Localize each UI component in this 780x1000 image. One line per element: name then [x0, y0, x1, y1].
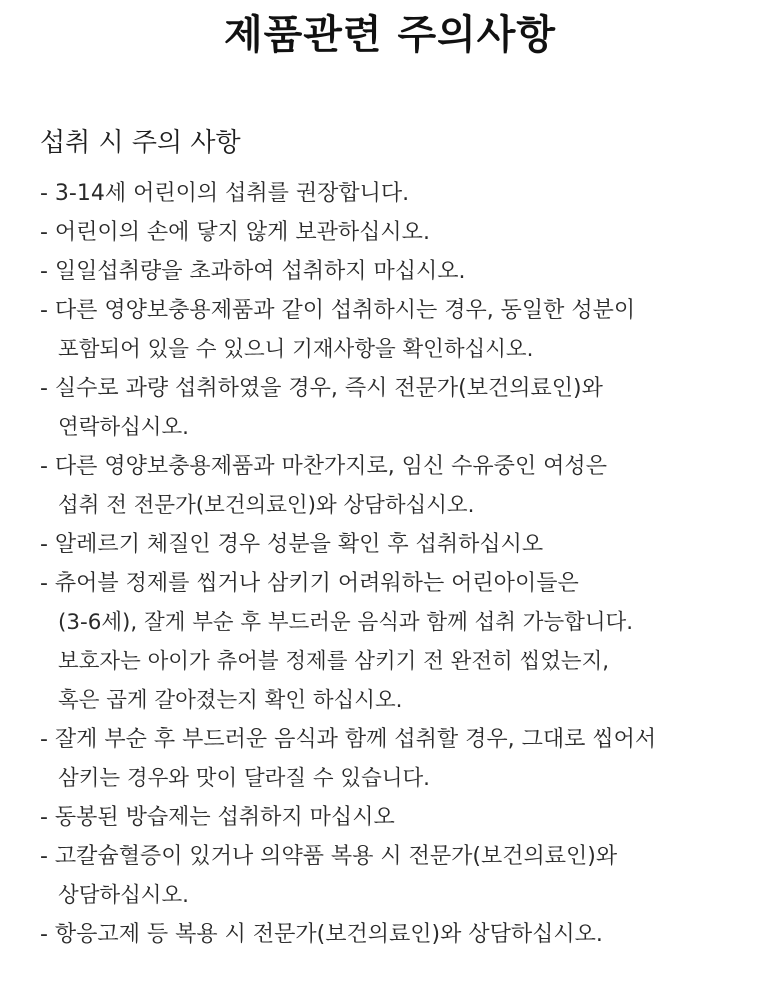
caution-item-line: - 항응고제 등 복용 시 전문가(보건의료인)와 상담하십시오. [40, 922, 603, 947]
caution-item [40, 447, 740, 525]
caution-item [40, 915, 740, 954]
section-title: 섭취 시 주의 사항 [40, 128, 241, 158]
caution-item [40, 369, 740, 447]
caution-item [40, 564, 740, 720]
caution-item-line: - 동봉된 방습제는 섭취하지 마십시오 [40, 805, 395, 830]
caution-item-line: 포함되어 있을 수 있으니 기재사항을 확인하십시오. [58, 337, 534, 362]
caution-item-line: - 어린이의 손에 닿지 않게 보관하십시오. [40, 220, 430, 245]
caution-item [40, 174, 740, 213]
caution-item-line: - 고칼슘혈증이 있거나 의약품 복용 시 전문가(보건의료인)와 [40, 844, 618, 869]
caution-item-line: 삼키는 경우와 맛이 달라질 수 있습니다. [58, 766, 430, 791]
caution-item [40, 720, 740, 798]
caution-list [40, 174, 740, 954]
caution-item [40, 213, 740, 252]
caution-item-line: 연락하십시오. [58, 415, 189, 440]
caution-item-line: - 츄어블 정제를 씹거나 삼키기 어려워하는 어린아이들은 [40, 571, 579, 596]
caution-item [40, 798, 740, 837]
caution-item [40, 252, 740, 291]
caution-item-line: - 실수로 과량 섭취하였을 경우, 즉시 전문가(보건의료인)와 [40, 376, 603, 401]
caution-item-line: - 잘게 부순 후 부드러운 음식과 함께 섭취할 경우, 그대로 씹어서 [40, 727, 657, 752]
caution-item-line: (3-6세), 잘게 부순 후 부드러운 음식과 함께 섭취 가능합니다. [58, 610, 634, 635]
page-title: 제품관련 주의사항 [223, 12, 557, 58]
caution-item [40, 525, 740, 564]
caution-item [40, 837, 740, 915]
caution-item [40, 291, 740, 369]
caution-item-line: - 다른 영양보충용제품과 같이 섭취하시는 경우, 동일한 성분이 [40, 298, 636, 323]
caution-item-line: - 다른 영양보충용제품과 마찬가지로, 임신 수유중인 여성은 [40, 454, 607, 479]
caution-item-line: 보호자는 아이가 츄어블 정제를 삼키기 전 완전히 씹었는지, [58, 649, 610, 674]
caution-item-line: - 일일섭취량을 초과하여 섭취하지 마십시오. [40, 259, 466, 284]
caution-item-line: - 3-14세 어린이의 섭취를 권장합니다. [40, 181, 410, 206]
caution-item-line: 상담하십시오. [58, 883, 189, 908]
caution-item-line: 섭취 전 전문가(보건의료인)와 상담하십시오. [58, 493, 475, 518]
caution-item-line: - 알레르기 체질인 경우 성분을 확인 후 섭취하십시오 [40, 532, 544, 557]
caution-item-line: 혹은 곱게 갈아졌는지 확인 하십시오. [58, 688, 403, 713]
